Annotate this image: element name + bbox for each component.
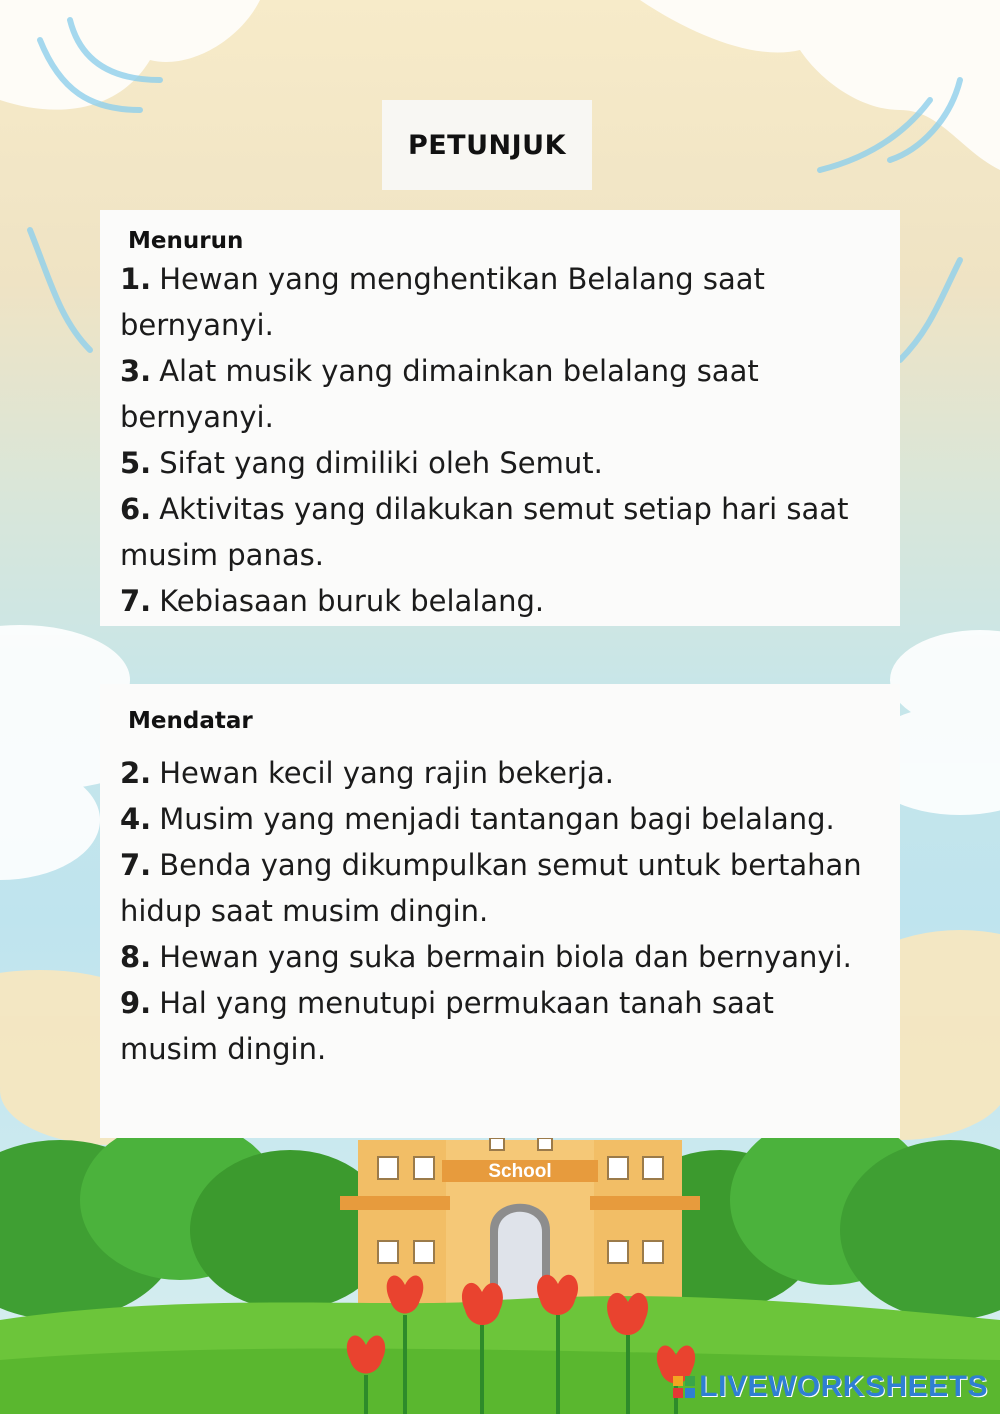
clue-text: Hewan kecil yang rajin bekerja.	[159, 756, 614, 790]
school-sign	[444, 1158, 596, 1184]
clue-number: 6.	[120, 492, 152, 526]
list-item	[120, 486, 880, 578]
page-title: PETUNJUK	[407, 129, 567, 161]
clue-number: 5.	[120, 446, 152, 480]
clue-text: Hewan yang suka bermain biola dan bernyanyi.	[159, 940, 852, 974]
list-item	[120, 750, 880, 796]
clue-text: Aktivitas yang dilakukan semut setiap hari saat musim panas.	[120, 492, 849, 572]
list-item	[120, 440, 880, 486]
title-box	[382, 100, 592, 190]
liveworksheets-logo-icon	[673, 1376, 695, 1398]
clue-text: Kebiasaan buruk belalang.	[159, 584, 545, 618]
across-clue-list	[120, 750, 880, 1072]
clue-number: 7.	[120, 584, 152, 618]
clue-number: 8.	[120, 940, 152, 974]
clue-number: 3.	[120, 354, 152, 388]
cloud-top-right	[640, 0, 1000, 170]
down-clues-card	[100, 210, 900, 626]
list-item	[120, 934, 880, 980]
clue-number: 7.	[120, 848, 152, 882]
clue-number: 4.	[120, 802, 152, 836]
list-item	[120, 842, 880, 934]
clue-number: 2.	[120, 756, 152, 790]
clue-number: 1.	[120, 262, 152, 296]
across-clues-card	[100, 684, 900, 1138]
across-heading: Mendatar	[128, 708, 253, 734]
clue-number: 9.	[120, 986, 152, 1020]
down-clue-list	[120, 256, 880, 624]
watermark-text: LIVEWORKSHEETS	[699, 1370, 988, 1403]
list-item	[120, 980, 880, 1072]
clue-text: Hal yang menutupi permukaan tanah saat musim dingin.	[120, 986, 774, 1066]
list-item	[120, 256, 880, 348]
bushes-left	[0, 1120, 390, 1320]
school-sign-text: School	[488, 1161, 552, 1182]
down-heading: Menurun	[128, 228, 244, 254]
clue-text: Sifat yang dimiliki oleh Semut.	[159, 446, 603, 480]
clue-text: Alat musik yang dimainkan belalang saat bernyanyi.	[120, 354, 759, 434]
list-item	[120, 796, 880, 842]
list-item	[120, 348, 880, 440]
list-item	[120, 578, 880, 624]
watermark	[673, 1370, 988, 1404]
clue-text: Musim yang menjadi tantangan bagi belalang.	[159, 802, 835, 836]
clue-text: Hewan yang menghentikan Belalang saat bernyanyi.	[120, 262, 765, 342]
clue-text: Benda yang dikumpulkan semut untuk bertahan hidup saat musim dingin.	[120, 848, 862, 928]
cloud-top-left	[0, 0, 260, 110]
